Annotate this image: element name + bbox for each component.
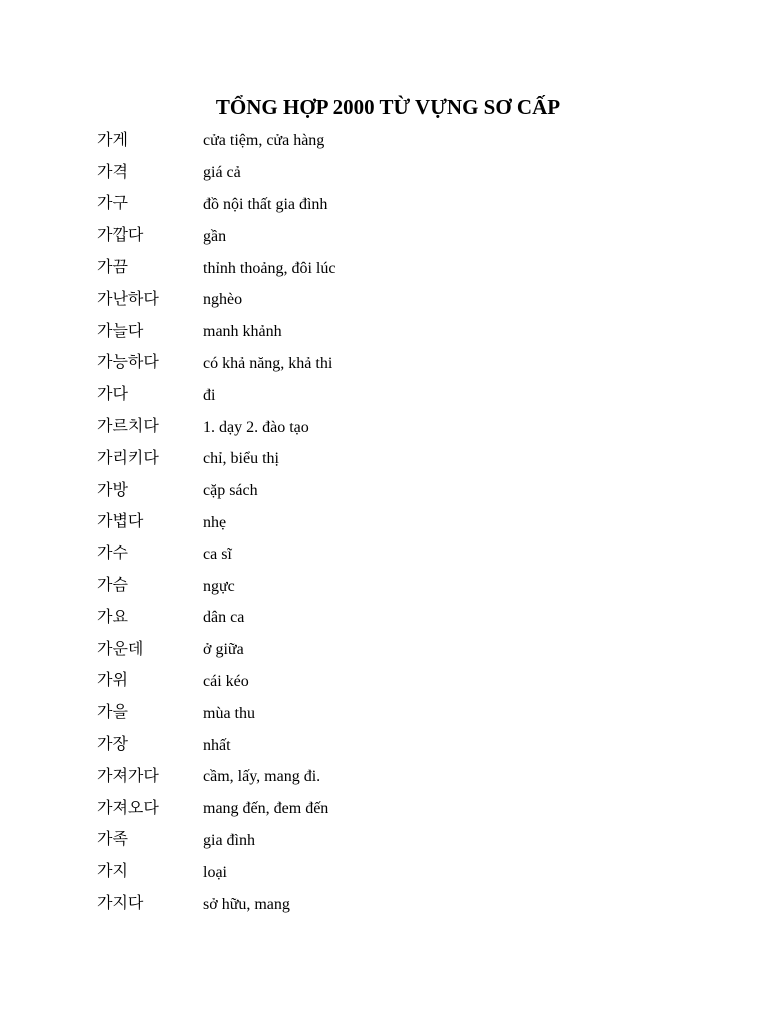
vocab-row xyxy=(97,601,697,633)
vocab-row xyxy=(97,156,697,188)
vocab-row xyxy=(97,219,697,251)
korean-word: 가지 xyxy=(97,861,128,881)
vietnamese-meaning: ca sĩ xyxy=(203,545,232,563)
vocab-row xyxy=(97,665,697,697)
korean-word: 가르치다 xyxy=(97,416,159,436)
korean-word: 가요 xyxy=(97,606,128,626)
korean-word: 가을 xyxy=(97,702,128,722)
vietnamese-meaning: đi xyxy=(203,386,216,404)
korean-word: 가격 xyxy=(97,161,128,181)
vietnamese-meaning: chỉ, biểu thị xyxy=(203,450,279,468)
vocab-row xyxy=(97,824,697,856)
vietnamese-meaning: có khả năng, khả thi xyxy=(203,354,333,372)
vietnamese-meaning: ở giữa xyxy=(203,641,244,659)
vietnamese-meaning: nghèo xyxy=(203,291,243,309)
vietnamese-meaning: cặp sách xyxy=(203,482,258,500)
vocab-row xyxy=(97,506,697,538)
vocab-row xyxy=(97,792,697,824)
korean-word: 가장 xyxy=(97,734,128,754)
korean-word: 가위 xyxy=(97,670,128,690)
vietnamese-meaning: nhẹ xyxy=(203,513,227,531)
vocabulary-list xyxy=(97,124,697,919)
vietnamese-meaning: mang đến, đem đến xyxy=(203,800,329,818)
korean-word: 가수 xyxy=(97,543,128,563)
vocab-row xyxy=(97,124,697,156)
vietnamese-meaning: loại xyxy=(203,863,227,881)
vietnamese-meaning: cái kéo xyxy=(203,672,249,690)
vocab-row xyxy=(97,315,697,347)
korean-word: 가난하다 xyxy=(97,288,159,308)
vocab-row xyxy=(97,728,697,760)
vietnamese-meaning: dân ca xyxy=(203,609,245,627)
korean-word: 가지다 xyxy=(97,893,144,913)
vietnamese-meaning: cầm, lấy, mang đi. xyxy=(203,768,321,786)
vocab-row xyxy=(97,283,697,315)
vocab-row xyxy=(97,696,697,728)
vietnamese-meaning: gia đình xyxy=(203,831,255,849)
vietnamese-meaning: sở hữu, mang xyxy=(203,895,290,913)
korean-word: 가끔 xyxy=(97,257,128,277)
vietnamese-meaning: giá cả xyxy=(203,164,241,182)
korean-word: 가볍다 xyxy=(97,511,144,531)
vocab-row xyxy=(97,188,697,220)
vocab-row xyxy=(97,887,697,919)
vocab-row xyxy=(97,569,697,601)
korean-word: 가족 xyxy=(97,829,128,849)
korean-word: 가구 xyxy=(97,193,128,213)
vocab-row xyxy=(97,442,697,474)
vietnamese-meaning: 1. dạy 2. đào tạo xyxy=(203,418,309,436)
korean-word: 가운데 xyxy=(97,638,144,658)
vietnamese-meaning: mùa thu xyxy=(203,704,255,722)
vietnamese-meaning: đồ nội thất gia đình xyxy=(203,195,328,213)
vocab-row xyxy=(97,537,697,569)
korean-word: 가깝다 xyxy=(97,225,144,245)
vocab-row xyxy=(97,378,697,410)
vietnamese-meaning: nhất xyxy=(203,736,231,754)
vocab-row xyxy=(97,855,697,887)
vocab-row xyxy=(97,347,697,379)
korean-word: 가방 xyxy=(97,479,128,499)
vocab-row xyxy=(97,251,697,283)
vietnamese-meaning: cửa tiệm, cửa hàng xyxy=(203,132,325,150)
korean-word: 가능하다 xyxy=(97,352,159,372)
vocab-row xyxy=(97,410,697,442)
vietnamese-meaning: gần xyxy=(203,227,227,245)
korean-word: 가슴 xyxy=(97,575,128,595)
korean-word: 가게 xyxy=(97,129,128,149)
vietnamese-meaning: manh khảnh xyxy=(203,323,282,341)
korean-word: 가다 xyxy=(97,384,128,404)
korean-word: 가늘다 xyxy=(97,320,144,340)
document-title: TỔNG HỢP 2000 TỪ VỰNG SƠ CẤP xyxy=(215,95,561,119)
vocab-row xyxy=(97,760,697,792)
korean-word: 가져가다 xyxy=(97,765,159,785)
vietnamese-meaning: thỉnh thoảng, đôi lúc xyxy=(203,259,336,277)
korean-word: 가져오다 xyxy=(97,797,159,817)
korean-word: 가리키다 xyxy=(97,447,159,467)
vocab-row xyxy=(97,474,697,506)
vietnamese-meaning: ngực xyxy=(203,577,235,595)
vocab-row xyxy=(97,633,697,665)
